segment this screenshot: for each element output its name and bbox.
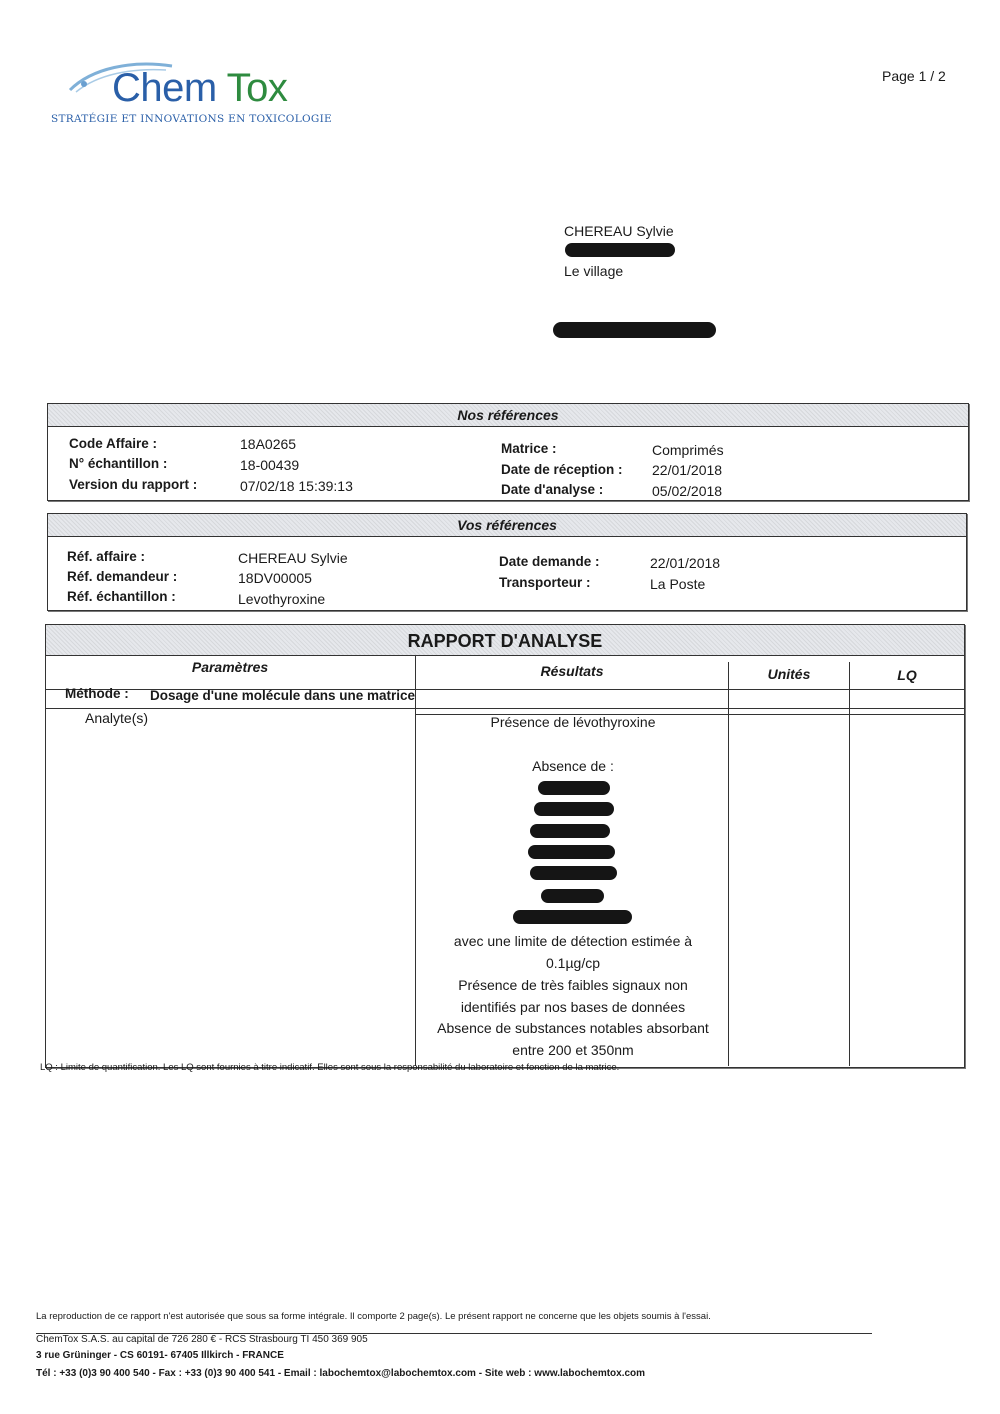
absorbant-line1: Absence de substances notables absorbant <box>437 1020 709 1036</box>
redaction-mark <box>553 322 716 338</box>
detection-limit-line1: avec une limite de détection estimée à <box>453 933 693 949</box>
code-affaire-value: 18A0265 <box>240 436 297 452</box>
methode-value: Dosage d'une molécule dans une matrice <box>150 688 416 703</box>
detection-limit-line2: 0.1µg/cp <box>546 955 600 971</box>
signals-line2: identifiés par nos bases de données <box>460 999 686 1015</box>
logo-chem: Chem <box>112 66 217 110</box>
rapport-title: RAPPORT D'ANALYSE <box>46 625 964 656</box>
echantillon-value: 18-00439 <box>240 457 300 473</box>
version-value: 07/02/18 15:39:13 <box>240 478 353 494</box>
date-demande-value: 22/01/2018 <box>650 555 721 571</box>
page-number: Page 1 / 2 <box>882 68 946 84</box>
column-divider-units <box>849 662 850 1066</box>
column-header-unites: Unités <box>767 666 811 682</box>
footer-address: 3 rue Grüninger - CS 60191- 67405 Illkirch - FRANCE <box>36 1350 284 1361</box>
reception-label: Date de réception : <box>501 462 623 477</box>
column-header-parametres: Paramètres <box>191 659 269 675</box>
absorbant-line2: entre 200 et 350nm <box>512 1042 634 1058</box>
absence-label: Absence de : <box>532 758 614 774</box>
transporteur-label: Transporteur : <box>499 575 591 590</box>
analyte-label: Analyte(s) <box>85 710 149 726</box>
logo-tagline: STRATÉGIE ET INNOVATIONS EN TOXICOLOGIE <box>51 113 332 125</box>
methode-label: Méthode : <box>65 686 129 701</box>
ref-demandeur-value: 18DV00005 <box>238 570 312 586</box>
version-label: Version du rapport : <box>69 477 198 492</box>
methode-row-divider <box>45 708 965 709</box>
redaction-mark <box>538 781 610 795</box>
recipient-name: CHEREAU Sylvie <box>564 223 674 239</box>
redaction-mark <box>530 866 617 880</box>
signals-line1: Présence de très faibles signaux non <box>458 977 688 993</box>
reception-value: 22/01/2018 <box>652 462 723 478</box>
footer-company: ChemTox S.A.S. au capital de 726 280 € - RCS Strasbourg TI 450 369 905 <box>36 1334 368 1345</box>
analyse-label: Date d'analyse : <box>501 482 604 497</box>
ref-echantillon-value: Levothyroxine <box>238 591 326 607</box>
recipient-address-line: Le village <box>564 263 624 279</box>
matrice-label: Matrice : <box>501 441 557 456</box>
redaction-mark <box>565 243 675 257</box>
column-header-resultats: Résultats <box>540 663 604 679</box>
footer-contact: Tél : +33 (0)3 90 400 540 - Fax : +33 (0)3 90 400 541 - Email : labochemtox@labochemtox.com - Site web : www.labochemtox.com <box>36 1368 646 1379</box>
date-demande-label: Date demande : <box>499 554 600 569</box>
redaction-mark <box>530 824 610 838</box>
redaction-mark <box>513 910 632 924</box>
redaction-mark <box>541 889 604 903</box>
echantillon-label: N° échantillon : <box>69 456 168 471</box>
column-header-lq: LQ <box>897 667 917 683</box>
matrice-value: Comprimés <box>652 442 724 458</box>
ref-demandeur-label: Réf. demandeur : <box>67 569 178 584</box>
reproduction-notice: La reproduction de ce rapport n'est autorisée que sous sa forme intégrale. Il comporte 2 page(s). Le présent rapport ne concerne que les objets soumis à l'essai. <box>36 1311 711 1322</box>
ref-echantillon-label: Réf. échantillon : <box>67 589 176 604</box>
vos-references-title: Vos références <box>48 514 966 537</box>
company-logo <box>112 64 287 112</box>
transporteur-value: La Poste <box>650 576 706 592</box>
lq-footnote: LQ : Limite de quantification. Les LQ sont fournies à titre indicatif. Elles sont sous la responsabilité du laboratoire et fonction de la matrice. <box>40 1062 620 1073</box>
redaction-mark <box>528 845 615 859</box>
analyse-value: 05/02/2018 <box>652 483 723 499</box>
ref-affaire-value: CHEREAU Sylvie <box>238 550 348 566</box>
logo-tox: Tox <box>226 66 288 110</box>
ref-affaire-label: Réf. affaire : <box>67 549 146 564</box>
presence-result: Présence de lévothyroxine <box>490 714 656 730</box>
nos-references-title: Nos références <box>48 404 968 427</box>
redaction-mark <box>534 802 614 816</box>
code-affaire-label: Code Affaire : <box>69 436 158 451</box>
